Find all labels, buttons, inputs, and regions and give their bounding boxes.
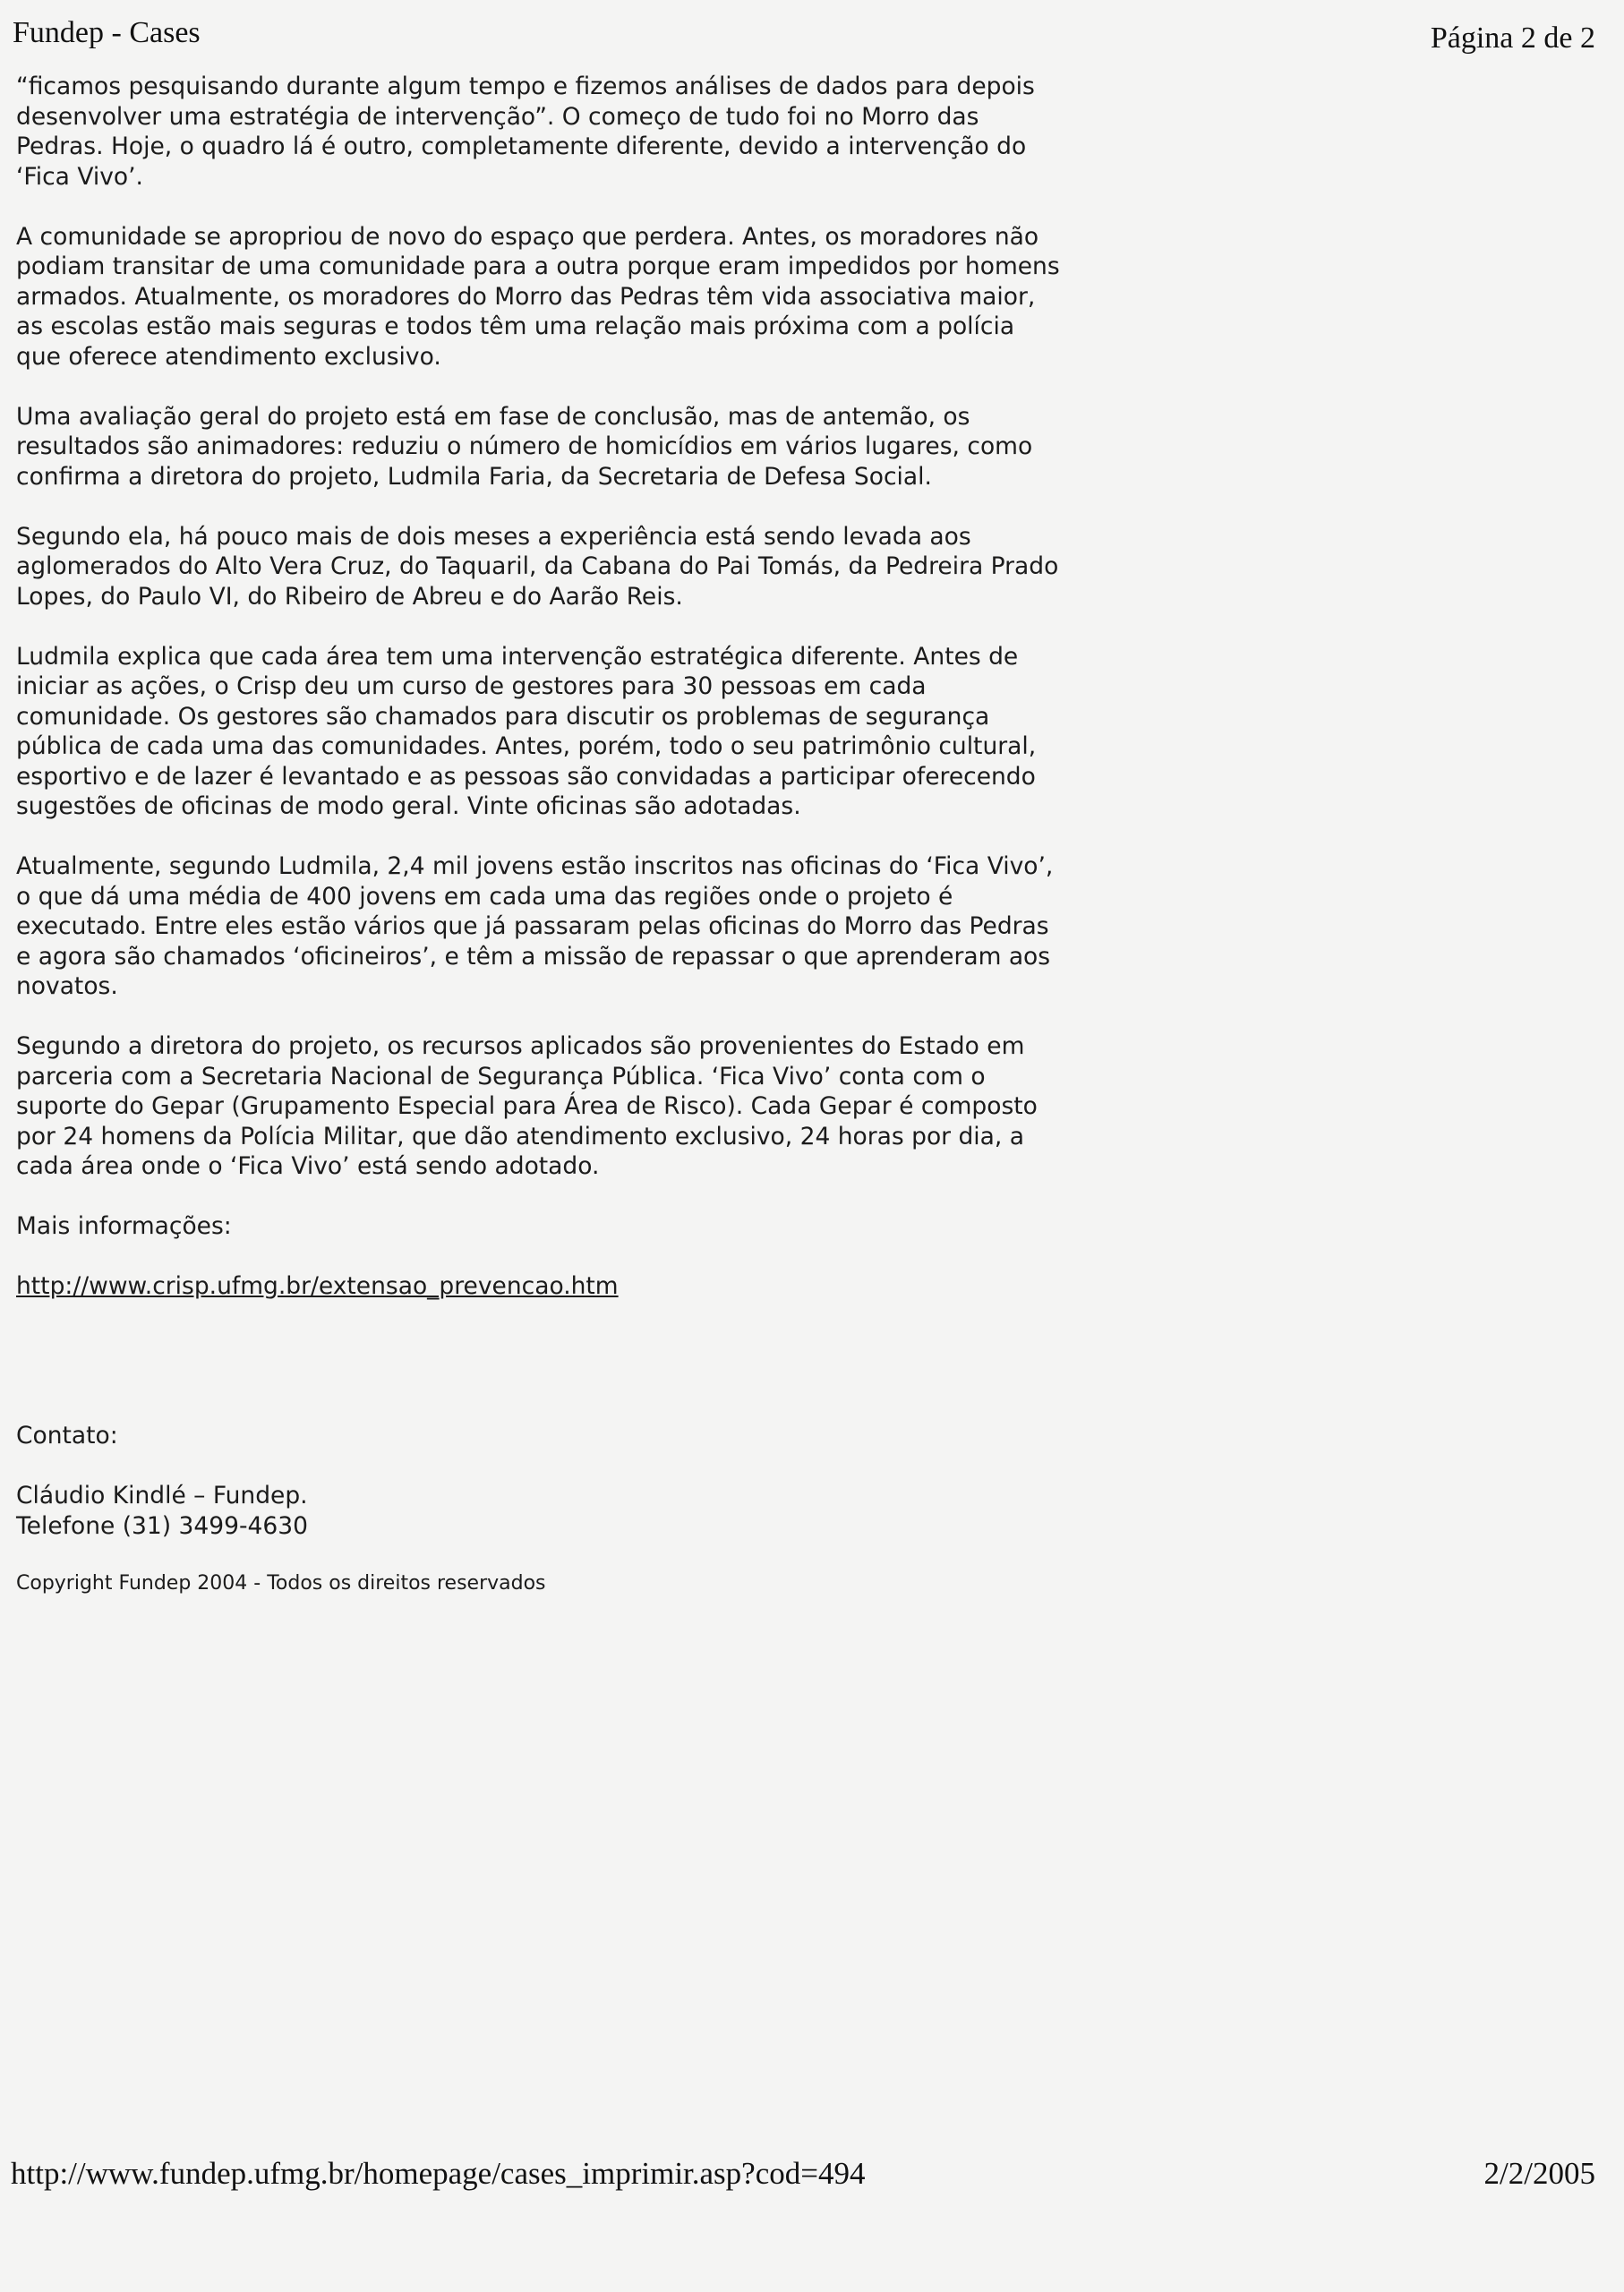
more-info-paragraph (16, 1271, 1064, 1302)
article-body (16, 72, 1064, 1597)
article-paragraph: A comunidade se apropriou de novo do espaço que perdera. Antes, os moradores não podiam transitar de uma comunidade para a outra porque eram impedidos por homens armados. Atualmente, os moradores do Morro das Pedras têm vida associativa maior, as escolas estão mais seguras e todos têm uma relação mais próxima com a polícia que oferece atendimento exclusivo. (16, 222, 1060, 371)
contact-name: Cláudio Kindlé – Fundep. (16, 1482, 308, 1509)
more-info-label: Mais informações: (16, 1212, 232, 1240)
article-paragraph: “ficamos pesquisando durante algum tempo e fizemos análises de dados para depois desenvolver uma estratégia de intervenção”. O começo de tudo foi no Morro das Pedras. Hoje, o quadro lá é outro, completamente diferente, devido a intervenção do ‘Fica Vivo’. (16, 73, 1035, 191)
article-paragraph: Ludmila explica que cada área tem uma intervenção estratégica diferente. Antes de iniciar as ações, o Crisp deu um curso de gestores para 30 pessoas em cada comunidade. Os gestores são chamados para discutir os problemas de segurança pública de cada uma das comunidades. Antes, porém, todo o seu patrimônio cultural, esportivo e de lazer é levantado e as pessoas são convidadas a participar oferecendo sugestões de oficinas de modo geral. Vinte oficinas são adotadas. (16, 642, 1037, 820)
more-info-link[interactable]: http://www.crisp.ufmg.br/extensao_prevencao.htm (16, 1272, 619, 1300)
contact-label: Contato: (16, 1422, 118, 1450)
article-paragraph: Segundo ela, há pouco mais de dois meses a experiência está sendo levada aos aglomerados do Alto Vera Cruz, do Taquaril, da Cabana do Pai Tomás, da Pedreira Prado Lopes, do Paulo VI, do Ribeiro de Abreu e do Aarão Reis. (16, 522, 1059, 611)
article-paragraph: Atualmente, segundo Ludmila, 2,4 mil jovens estão inscritos nas oficinas do ‘Fica Vivo’, o que dá uma média de 400 jovens em cada uma das regiões onde o projeto é executado. Entre eles estão vários que já passaram pelas oficinas do Morro das Pedras e agora são chamados ‘oficineiros’, e têm a missão de repassar o que aprenderam aos novatos. (16, 852, 1054, 1000)
contact-phone: Telefone (31) 3499-4630 (16, 1511, 308, 1540)
page-number: Página 2 de 2 (1430, 21, 1595, 55)
article-paragraph: Uma avaliação geral do projeto está em fase de conclusão, mas de antemão, os resultados são animadores: reduziu o número de homicídios em vários lugares, como confirma a diretora do projeto, Ludmila Faria, da Secretaria de Defesa Social. (16, 402, 1033, 491)
contact-block (16, 1421, 1064, 1541)
copyright-notice: Copyright Fundep 2004 - Todos os direitos reservados (16, 1572, 546, 1595)
footer-date: 2/2/2005 (1483, 2156, 1595, 2191)
article-paragraph: Segundo a diretora do projeto, os recursos aplicados são provenientes do Estado em parceria com a Secretaria Nacional de Segurança Pública. ‘Fica Vivo’ conta com o suporte do Gepar (Grupamento Especial para Área de Risco). Cada Gepar é composto por 24 homens da Polícia Militar, que dão atendimento exclusivo, 24 horas por dia, a cada área onde o ‘Fica Vivo’ está sendo adotado. (16, 1032, 1038, 1180)
footer-url: http://www.fundep.ufmg.br/homepage/cases_imprimir.asp?cod=494 (11, 2156, 866, 2191)
spacer (16, 1331, 1064, 1421)
page-header-title: Fundep - Cases (13, 16, 201, 49)
spacer (16, 1451, 1064, 1482)
